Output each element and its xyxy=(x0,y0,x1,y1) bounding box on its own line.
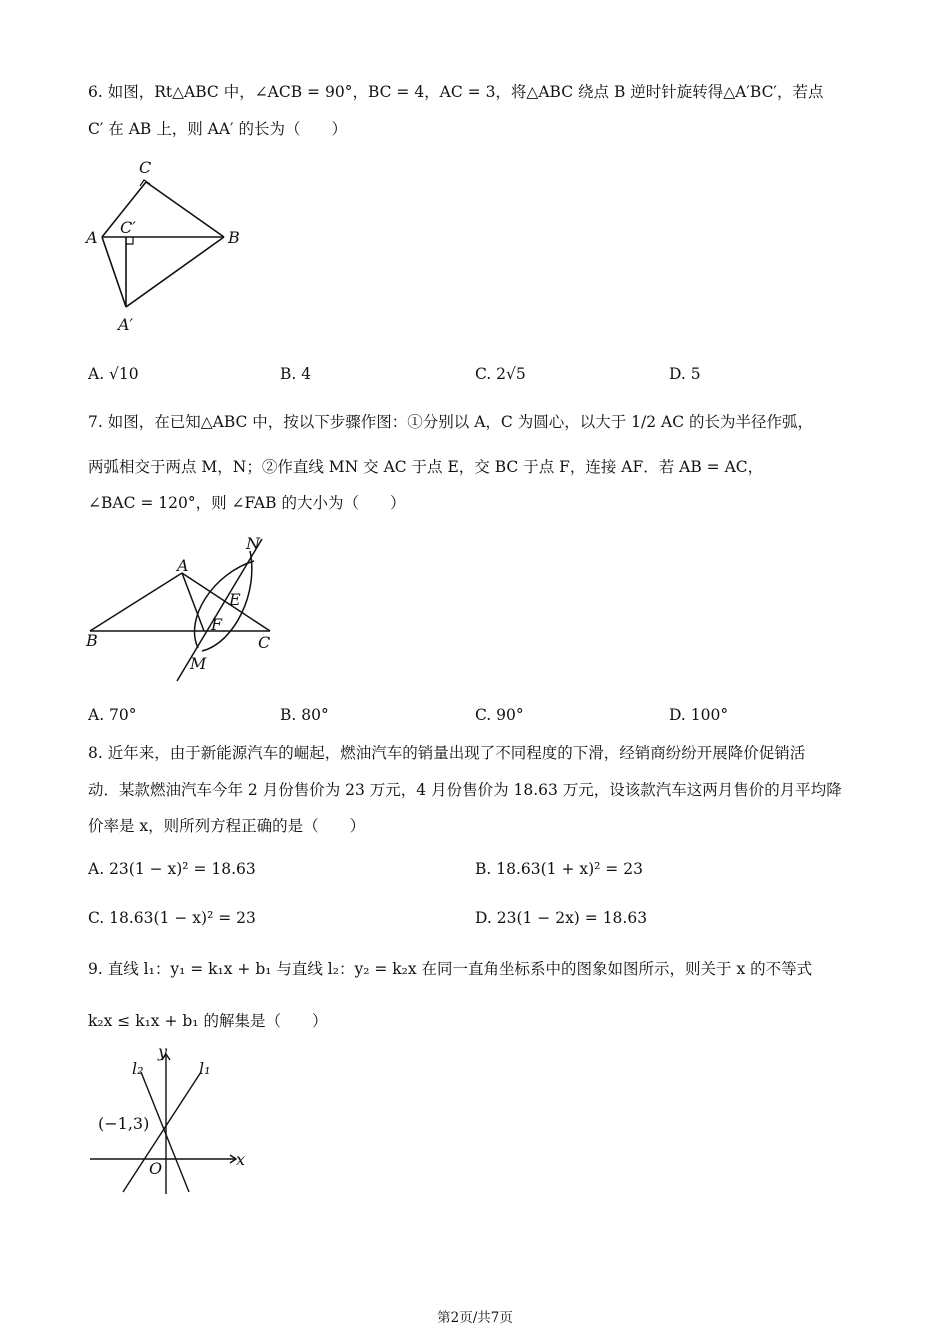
q7-label-E: E xyxy=(229,590,241,609)
q9-label-origin: O xyxy=(149,1159,163,1178)
q6-text-line2: C′ 在 AB 上，则 AA′ 的长为（ ） xyxy=(88,120,348,138)
q7-label-F: F xyxy=(211,615,223,634)
q6-option-d: D. 5 xyxy=(669,365,701,383)
q7-option-a: A. 70° xyxy=(88,706,137,724)
q7-text-line3: ∠BAC = 120°，则 ∠FAB 的大小为（ ） xyxy=(88,494,406,512)
q7-segment-AB xyxy=(90,573,182,631)
q6-segment-A-prime-B xyxy=(126,237,224,307)
q9-text-line1: 9. 直线 l₁：y₁ = k₁x + b₁ 与直线 l₂：y₂ = k₂x 在同一直角坐标系中的图象如图所示，则关于 x 的不等式 xyxy=(88,960,813,978)
q7-label-N: N xyxy=(246,534,260,553)
q6-label-B: B xyxy=(228,228,240,247)
q6-option-b: B. 4 xyxy=(280,365,312,383)
q7-arc-right xyxy=(202,551,252,651)
q6-segment-CB xyxy=(146,182,224,237)
page-number-footer: 第2页/共7页 xyxy=(437,1310,513,1326)
q7-segment-AF xyxy=(182,573,204,631)
q9-label-x: x xyxy=(236,1150,246,1169)
q6-figure xyxy=(84,155,254,340)
q7-option-d: D. 100° xyxy=(669,706,729,724)
q6-option-c: C. 2√5 xyxy=(475,365,526,383)
q7-option-c: C. 90° xyxy=(475,706,524,724)
q6-label-A-prime: A′ xyxy=(118,315,134,334)
q8-option-c: C. 18.63(1 − x)² = 23 xyxy=(88,909,256,927)
q7-text-line1: 7. 如图，在已知△ABC 中，按以下步骤作图：①分别以 A，C 为圆心，以大于 1/2 AC 的长为半径作弧， xyxy=(88,413,813,431)
q8-option-b: B. 18.63(1 + x)² = 23 xyxy=(475,860,643,878)
q6-right-angle-mark-C-prime xyxy=(126,237,133,244)
q8-text-line3: 价率是 x，则所列方程正确的是（ ） xyxy=(88,817,366,835)
q6-label-A: A xyxy=(86,228,98,247)
q8-option-a: A. 23(1 − x)² = 18.63 xyxy=(88,860,256,878)
q6-label-C: C xyxy=(139,158,152,177)
q6-option-a: A. √10 xyxy=(88,365,139,383)
q6-text-line1: 6. 如图，Rt△ABC 中，∠ACB = 90°，BC = 4，AC = 3，将△ABC 绕点 B 逆时针旋转得△A′BC′，若点 xyxy=(88,83,824,101)
q7-text-line2: 两弧相交于两点 M，N；②作直线 MN 交 AC 于点 E，交 BC 于点 F，连接 AF．若 AB = AC， xyxy=(88,458,764,476)
q7-figure xyxy=(84,533,284,688)
q6-segment-AA-prime xyxy=(102,237,126,307)
q9-label-l1: l₁ xyxy=(199,1059,211,1078)
q8-text-line1: 8. 近年来，由于新能源汽车的崛起，燃油汽车的销量出现了不同程度的下滑，经销商纷纷开展降价促销活 xyxy=(88,744,806,762)
q9-label-l2: l₂ xyxy=(132,1059,144,1078)
q9-text-line2: k₂x ≤ k₁x + b₁ 的解集是（ ） xyxy=(88,1012,328,1030)
q7-label-M: M xyxy=(190,654,207,673)
q9-label-intersection-point: (−1,3) xyxy=(98,1114,150,1133)
q7-label-C: C xyxy=(258,633,271,652)
q8-text-line2: 动．某款燃油汽车今年 2 月份售价为 23 万元，4 月份售价为 18.63 万元，设该款汽车这两月售价的月平均降 xyxy=(88,781,842,799)
q7-option-b: B. 80° xyxy=(280,706,329,724)
q9-label-y: y xyxy=(158,1044,168,1061)
q8-option-d: D. 23(1 − 2x) = 18.63 xyxy=(475,909,648,927)
q9-figure xyxy=(86,1044,256,1199)
q7-label-A: A xyxy=(177,556,189,575)
q7-label-B: B xyxy=(86,631,98,650)
q6-label-C-prime: C′ xyxy=(120,218,136,237)
